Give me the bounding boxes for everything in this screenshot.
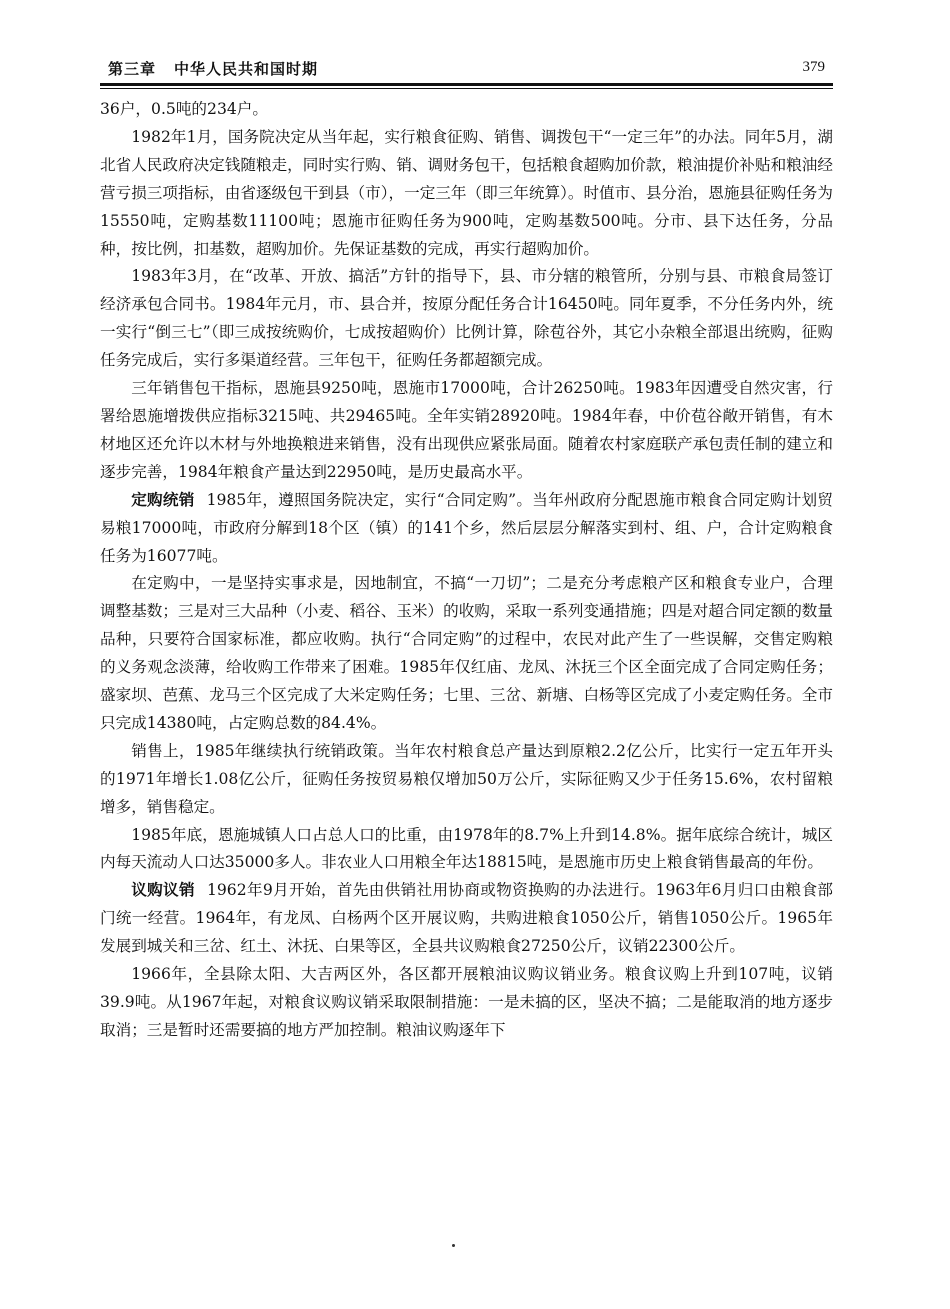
header-rule-thick [100, 83, 833, 86]
paragraph-text: 1983年3月，在“改革、开放、搞活”方针的指导下，县、市分辖的粮管所，分别与县、市粮食局签订经济承包合同书。1984年元月，市、县合并，按原分配任务合计16450吨。同年夏季，不分任务内外，统一实行“倒三七”（即三成按统购价，七成按超购价）比例计算，除苞谷外，其它小杂粮全部退出统购，征购任务完成后，实行多渠道经营。三年包干，征购任务都超额完成。 [100, 267, 833, 370]
paragraph [100, 570, 833, 737]
paragraph-text: 1985年底，恩施城镇人口占总人口的比重，由1978年的8.7%上升到14.8%。据年底综合统计，城区内每天流动人口达35000多人。非农业人口用粮全年达18815吨，是恩施市历史上粮食销售最高的年份。 [100, 825, 833, 872]
chapter-heading [108, 58, 336, 79]
paragraph [100, 375, 833, 487]
paragraph-text: 36户，0.5吨的234户。 [100, 100, 268, 118]
scan-speck [452, 1244, 455, 1247]
paragraph-text: 销售上，1985年继续执行统销政策。当年农村粮食总产量达到原粮2.2亿公斤，比实行一定五年开头的1971年增长1.08亿公斤，征购任务按贸易粮仅增加50万公斤，实际征购又少于任务15.6%，农村留粮增多，销售稳定。 [100, 741, 833, 816]
paragraph [100, 124, 833, 264]
paragraph [100, 877, 833, 961]
paragraph-text: 在定购中，一是坚持实事求是，因地制宜，不搞“一刀切”；二是充分考虑粮产区和粮食专业户，合理调整基数；三是对三大品种（小麦、稻谷、玉米）的收购，采取一系列变通措施；四是对超合同定额的数量品种，只要符合国家标准，都应收购。执行“合同定购”的过程中，农民对此产生了一些误解，交售定购粮的义务观念淡薄，给收购工作带来了困难。1985年仅红庙、龙凤、沐抚三个区全面完成了合同定购任务；盛家坝、芭蕉、龙马三个区完成了大米定购任务；七里、三岔、新塘、白杨等区完成了小麦定购任务。全市只完成14380吨，占定购总数的84.4%。 [100, 574, 833, 732]
running-head [100, 50, 833, 86]
paragraph-text: 三年销售包干指标，恩施县9250吨，恩施市17000吨，合计26250吨。1983年因遭受自然灾害，行署给恩施增拨供应指标3215吨、共29465吨。全年实销28920吨。1984年春，中价苞谷敞开销售，有木材地区还允许以木材与外地换粮进来销售，没有出现供应紧张局面。随着农村家庭联产承包责任制的建立和逐步完善，1984年粮食产量达到22950吨，是历史最高水平。 [100, 379, 833, 481]
paragraph [100, 738, 833, 822]
paragraph [100, 822, 833, 878]
body-text [100, 96, 833, 1045]
paragraph [100, 961, 833, 1045]
paragraph-text: 1985年，遵照国务院决定，实行“合同定购”。当年州政府分配恩施市粮食合同定购计划贸易粮17000吨，市政府分解到18个区（镇）的141个乡，然后层层分解落实到村、组、户，合计定购粮食任务为16077吨。 [100, 490, 833, 565]
paragraph [100, 263, 833, 375]
section-lead-heading: 议购议销 [131, 881, 195, 900]
paragraph-text: 1966年，全县除太阳、大吉两区外，各区都开展粮油议购议销业务。粮食议购上升到107吨，议销39.9吨。从1967年起，对粮食议购议销采取限制措施：一是未搞的区，坚决不搞；二是能取消的地方逐步取消；三是暂时还需要搞的地方严加控制。粮油议购逐年下 [100, 965, 833, 1039]
chapter-number: 第三章 [108, 60, 157, 78]
paragraph [100, 96, 833, 124]
paragraph-text: 1982年1月，国务院决定从当年起，实行粮食征购、销售、调拨包干“一定三年”的办法。同年5月，湖北省人民政府决定钱随粮走，同时实行购、销、调财务包干，包括粮食超购加价款，粮油提价补贴和粮油经营亏损三项指标，由省逐级包干到县（市），一定三年（即三年统算）。时值市、县分治，恩施县征购任务为15550吨，定购基数11100吨；恩施市征购任务为900吨，定购基数500吨。分市、县下达任务，分品种，按比例，扣基数，超购加价。先保证基数的完成，再实行超购加价。 [100, 127, 833, 258]
page-number: 379 [802, 59, 825, 75]
header-rule-thin [100, 88, 833, 89]
chapter-title: 中华人民共和国时期 [174, 60, 319, 78]
section-lead-heading: 定购统销 [131, 490, 195, 509]
paragraph [100, 487, 833, 571]
paragraph-text: 1962年9月开始，首先由供销社用协商或物资换购的办法进行。1963年6月归口由粮食部门统一经营。1964年，有龙凤、白杨两个区开展议购，共购进粮食1050公斤，销售1050公斤。1965年发展到城关和三岔、红土、沐抚、白果等区，全县共议购粮食27250公斤，议销22300公斤。 [100, 881, 833, 956]
